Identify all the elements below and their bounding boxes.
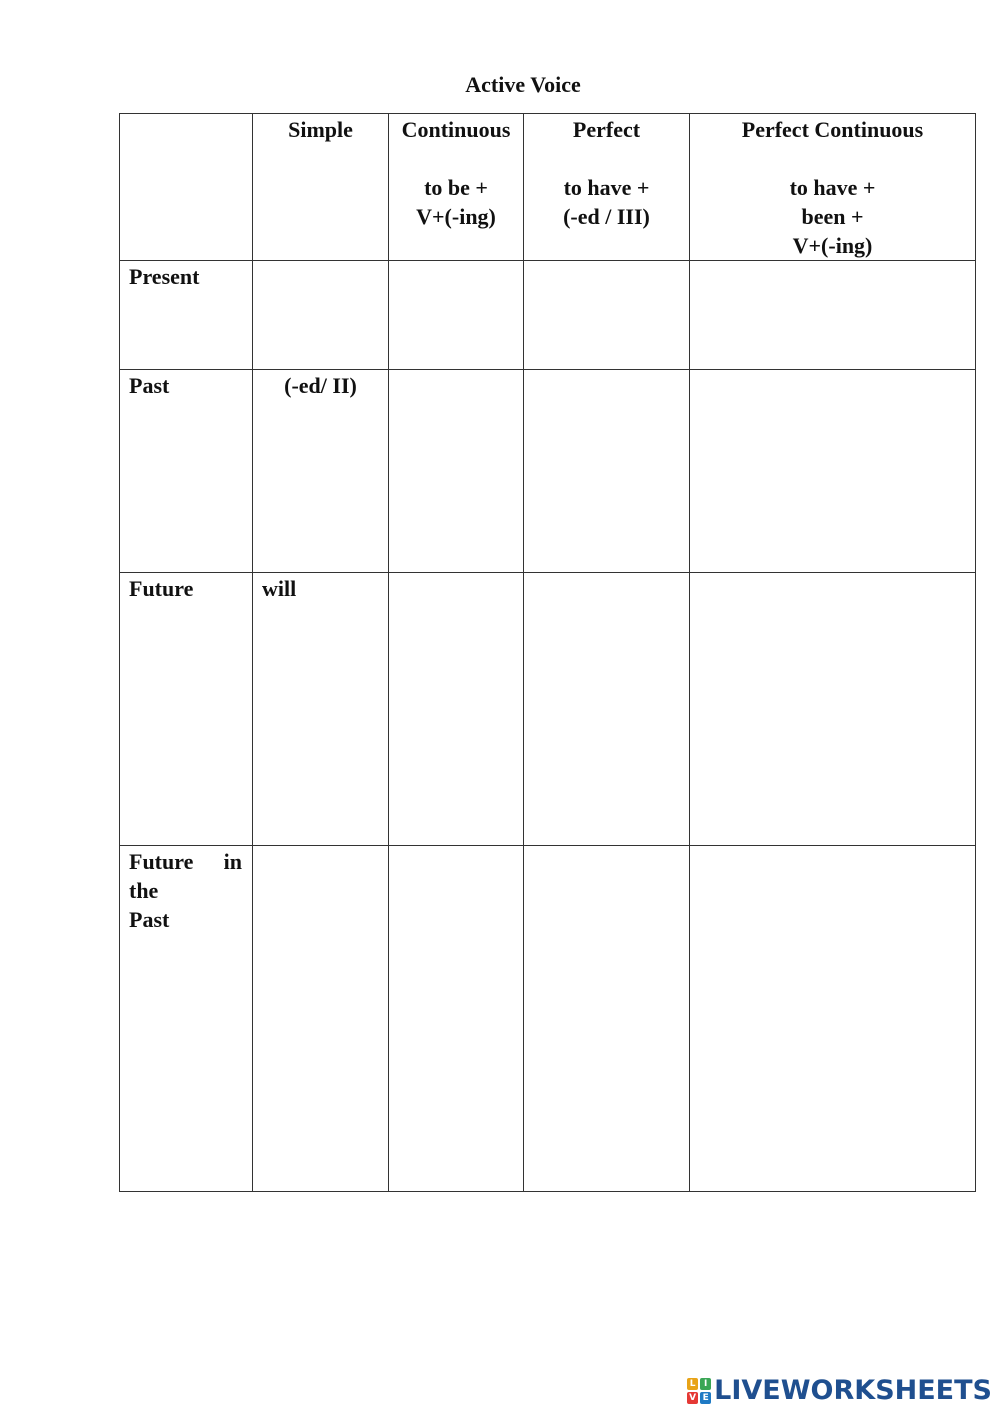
row-future-in-past <box>120 846 976 1192</box>
cell-future-in-past-simple <box>253 846 389 1192</box>
worksheet-title: Active Voice <box>465 72 581 97</box>
logo-block-i: I <box>700 1378 711 1390</box>
header-perfect-continuous-formula-2: been + <box>801 204 864 229</box>
logo-block-l: L <box>687 1378 698 1390</box>
header-perfect-formula-2: (-ed / III) <box>563 204 650 229</box>
cell-present-simple <box>253 261 389 370</box>
cell-future-continuous <box>389 573 524 846</box>
row-label-future: Future <box>120 573 253 846</box>
row-past <box>120 370 976 573</box>
cell-present-perfect <box>524 261 690 370</box>
row-present <box>120 261 976 370</box>
corner-cell <box>120 114 253 261</box>
active-voice-table <box>119 113 976 1192</box>
header-perfect <box>524 114 690 261</box>
liveworksheets-logo <box>687 1376 992 1406</box>
cell-future-in-past-continuous <box>389 846 524 1192</box>
cell-present-continuous <box>389 261 524 370</box>
logo-block-e: E <box>700 1392 711 1404</box>
future-simple-hint: will <box>262 576 297 601</box>
header-simple <box>253 114 389 261</box>
cell-past-continuous <box>389 370 524 573</box>
header-perfect-continuous-label: Perfect Continuous <box>741 117 924 142</box>
row-label-future-in-past <box>120 846 253 1192</box>
row-label-future-in-past-line2: Past <box>129 907 170 932</box>
header-continuous-label: Continuous <box>401 117 511 142</box>
row-future <box>120 573 976 846</box>
row-label-past: Past <box>120 370 253 573</box>
row-label-present: Present <box>120 261 253 370</box>
header-perfect-label: Perfect <box>572 117 641 142</box>
header-continuous <box>389 114 524 261</box>
header-continuous-formula-1: to be + <box>424 175 488 200</box>
logo-block-v: V <box>687 1392 698 1404</box>
cell-past-perfect-continuous <box>690 370 976 573</box>
logo-blocks-icon <box>687 1378 711 1404</box>
header-perfect-formula-1: to have + <box>563 175 650 200</box>
cell-past-perfect <box>524 370 690 573</box>
cell-present-perfect-continuous <box>690 261 976 370</box>
past-simple-hint: (-ed/ II) <box>284 373 357 398</box>
header-perfect-continuous-formula-1: to have + <box>789 175 876 200</box>
cell-future-perfect <box>524 573 690 846</box>
header-perfect-continuous-formula-3: V+(-ing) <box>792 233 873 258</box>
cell-future-in-past-perfect <box>524 846 690 1192</box>
header-row <box>120 114 976 261</box>
header-simple-label: Simple <box>288 117 353 142</box>
cell-future-perfect-continuous <box>690 573 976 846</box>
cell-future-in-past-perfect-continuous <box>690 846 976 1192</box>
cell-past-simple <box>253 370 389 573</box>
header-continuous-formula-2: V+(-ing) <box>416 204 496 229</box>
row-label-future-in-past-line1: Future in the <box>129 849 242 903</box>
header-perfect-continuous <box>690 114 976 261</box>
cell-future-simple <box>253 573 389 846</box>
logo-text: LIVEWORKSHEETS <box>714 1375 992 1406</box>
